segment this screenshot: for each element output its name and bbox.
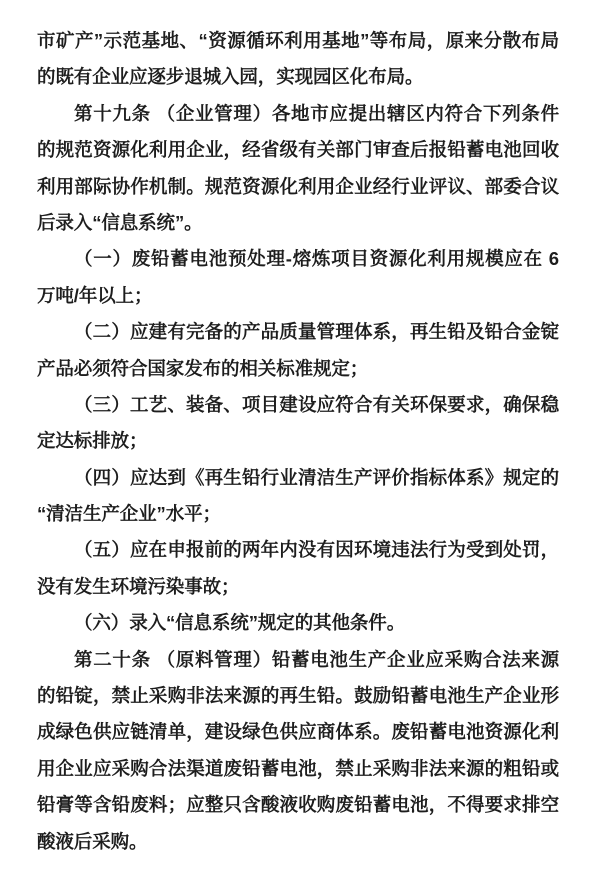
text-line: 万吨/年以上； (37, 284, 153, 306)
text-line: 的既有企业应逐步退城入园，实现园区化布局。 (37, 66, 424, 88)
text-line: 市矿产”示范基地、“资源循环利用基地”等布局，原来分散布局 (37, 30, 559, 51)
document-body (37, 23, 559, 860)
text-line: 成绿色供应链清单，建设绿色供应商体系。废铅蓄电池资源化利 (37, 721, 559, 743)
text-line: 的规范资源化利用企业，经省级有关部门审查后报铅蓄电池回收 (37, 139, 559, 161)
text-line: 酸液后采购。 (37, 830, 148, 852)
text-line: 的铅锭，禁止采购非法来源的再生铅。鼓励铅蓄电池生产企业形 (37, 685, 559, 707)
text-line: 后录入“信息系统”。 (37, 211, 203, 233)
text-line: 利用部际协作机制。规范资源化利用企业经行业评议、部委合议 (37, 175, 559, 197)
text-line: 没有发生环境污染事故； (37, 575, 240, 597)
text-line: 产品必须符合国家发布的相关标准规定； (37, 357, 369, 379)
text-line: （五）应在申报前的两年内没有因环境违法行为受到处罚， (74, 539, 559, 561)
text-line: 定达标排放； (37, 430, 148, 452)
text-line: （三）工艺、装备、项目建设应符合有关环保要求，确保稳 (74, 393, 559, 415)
text-line: 第二十条 （原料管理）铅蓄电池生产企业应采购合法来源 (74, 648, 559, 670)
text-line: 用企业应采购合法渠道废铅蓄电池，禁止采购非法来源的粗铅或 (37, 757, 559, 779)
text-line: “清洁生产企业”水平； (37, 503, 221, 525)
text-line: 第十九条 （企业管理）各地市应提出辖区内符合下列条件 (74, 102, 559, 124)
text-line: （四）应达到《再生铅行业清洁生产评价指标体系》规定的 (74, 466, 559, 488)
text-line: （二）应建有完备的产品质量管理体系，再生铅及铅合金锭 (74, 321, 559, 343)
text-line: （六）录入“信息系统”规定的其他条件。 (74, 612, 406, 634)
text-line: 铅膏等含铅废料；应整只含酸液收购废铅蓄电池，不得要求排空 (37, 794, 559, 816)
text-line: （一）废铅蓄电池预处理-熔炼项目资源化利用规模应在 6 (74, 248, 559, 270)
